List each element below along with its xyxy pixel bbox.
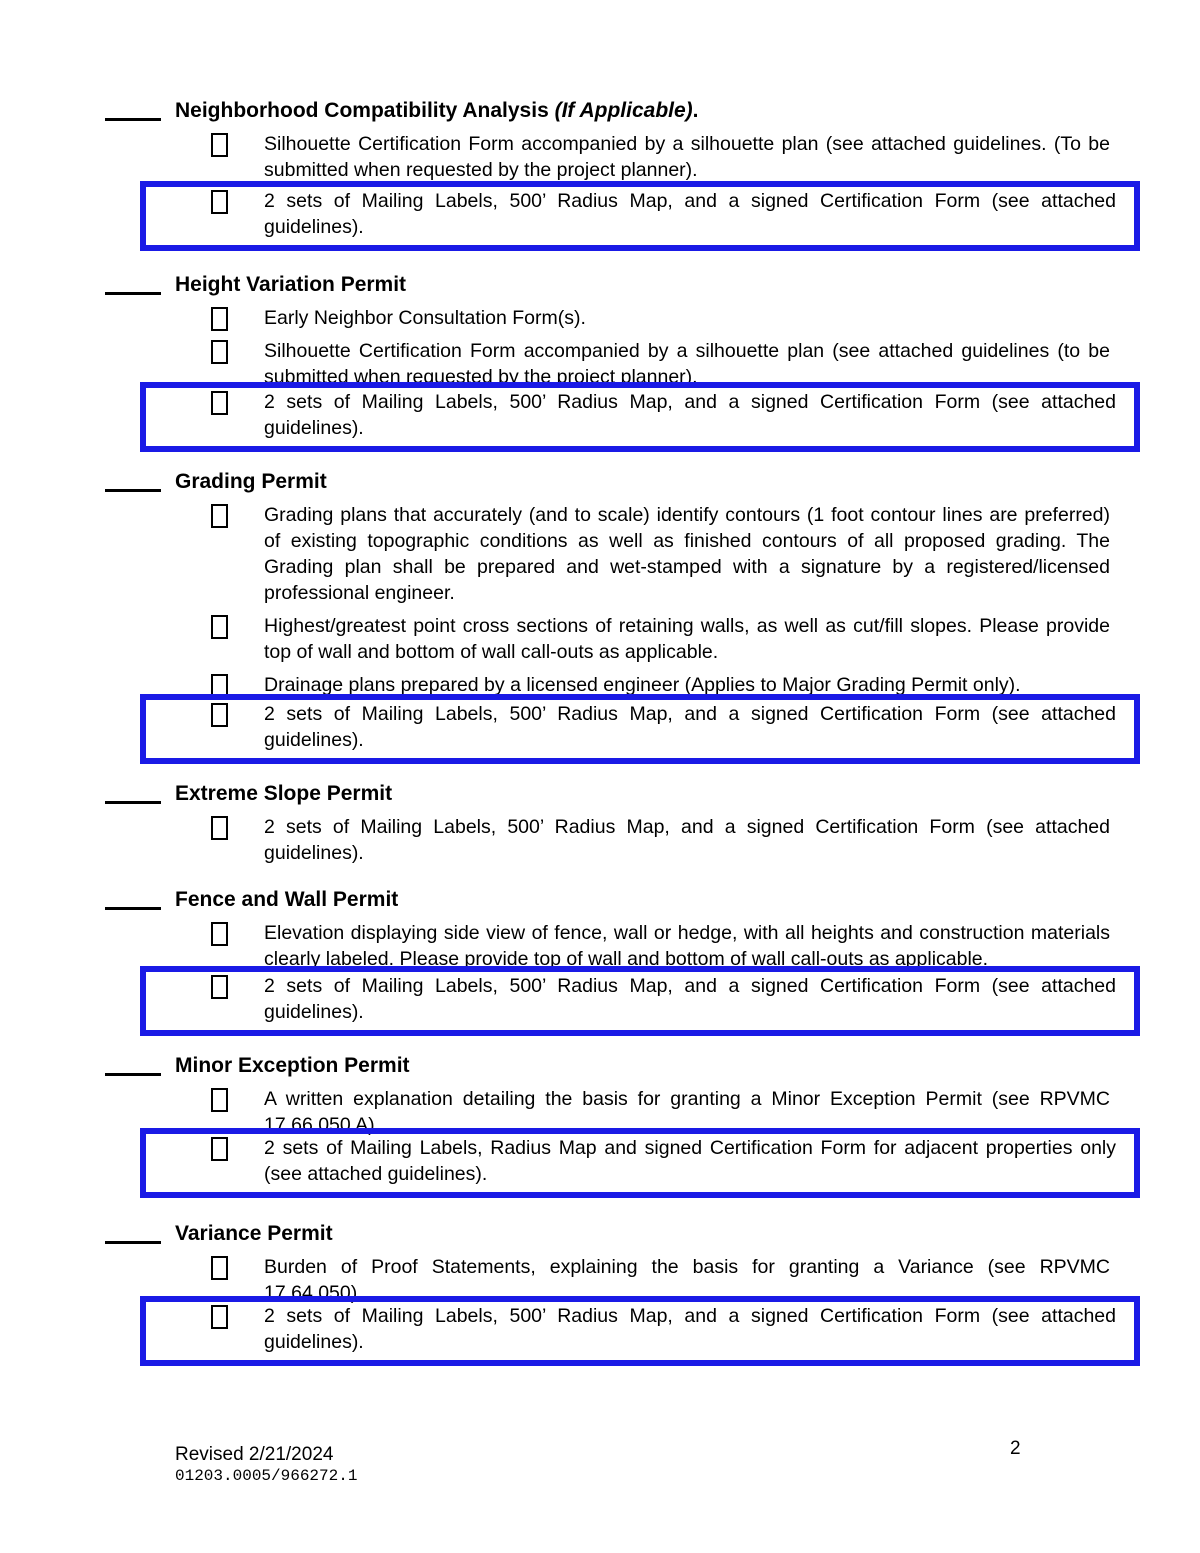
checkbox[interactable]	[211, 615, 228, 639]
checkbox[interactable]	[211, 922, 228, 946]
checklist-item-text: Highest/greatest point cross sections of retaining walls, as well as cut/fill slopes. Please provide top of wall and bottom of wall call-outs as applicable.	[264, 615, 1110, 663]
initial-blank-line[interactable]	[105, 1241, 161, 1244]
checkbox[interactable]	[211, 504, 228, 528]
section-heading-variance	[105, 1220, 1200, 1247]
section-title	[175, 468, 327, 495]
section-title-text: Minor Exception Permit	[175, 1054, 410, 1077]
section-title-italic: (If Applicable)	[554, 99, 693, 122]
section-title-text: Height Variation Permit	[175, 273, 407, 296]
checklist-item-text: Burden of Proof Statements, explaining the basis for granting a Variance (see RPVMC 17.64.050).	[264, 1256, 1110, 1304]
section-title	[175, 780, 392, 807]
checkbox[interactable]	[211, 391, 228, 415]
checkbox[interactable]	[211, 307, 228, 331]
section-title	[175, 1052, 410, 1079]
checklist-item-text: 2 sets of Mailing Labels, 500’ Radius Map, and a signed Certification Form (see attached guidelines).	[264, 975, 1116, 1023]
section-title	[175, 271, 406, 298]
section-heading-neighborhood-compatibility	[105, 97, 1200, 124]
checklist-item	[211, 1303, 1116, 1355]
highlight-box	[140, 694, 1140, 764]
checklist-item	[211, 701, 1116, 753]
initial-blank-line[interactable]	[105, 489, 161, 492]
highlight-box	[140, 1296, 1140, 1366]
section-title-text: Grading Permit	[175, 470, 327, 493]
section-heading-extreme-slope	[105, 780, 1200, 807]
checkbox[interactable]	[211, 133, 228, 157]
checkbox[interactable]	[211, 190, 228, 214]
checklist-item-text: Early Neighbor Consultation Form(s).	[264, 307, 586, 329]
checklist-item	[211, 131, 1110, 183]
checklist-item	[211, 1135, 1116, 1187]
section-heading-fence-and-wall	[105, 886, 1200, 913]
checkbox[interactable]	[211, 816, 228, 840]
initial-blank-line[interactable]	[105, 907, 161, 910]
highlight-box	[140, 181, 1140, 251]
checklist-item-text: Grading plans that accurately (and to scale) identify contours (1 foot contour lines are preferred) of existing topographic conditions as well as finished contours of all proposed grading. The Grading plan shall be prepared and wet-stamped with a signature by a registered/licensed professional engineer.	[264, 504, 1110, 604]
initial-blank-line[interactable]	[105, 1073, 161, 1076]
section-title	[175, 886, 398, 913]
checkbox[interactable]	[211, 1137, 228, 1161]
checklist-item-text: Drainage plans prepared by a licensed engineer (Applies to Major Grading Permit only).	[264, 674, 1021, 696]
checklist-item-text: 2 sets of Mailing Labels, Radius Map and signed Certification Form for adjacent properties only (see attached guidelines).	[264, 1137, 1116, 1185]
section-title-text: Fence and Wall Permit	[175, 888, 399, 911]
checkbox[interactable]	[211, 1256, 228, 1280]
checklist-item-text: Silhouette Certification Form accompanied by a silhouette plan (see attached guidelines. (To be submitted when requested by the project planner).	[264, 133, 1110, 181]
checkbox[interactable]	[211, 975, 228, 999]
highlight-box	[140, 966, 1140, 1036]
checklist-item-text: 2 sets of Mailing Labels, 500’ Radius Map, and a signed Certification Form (see attached guidelines).	[264, 190, 1116, 238]
highlight-box	[140, 1128, 1140, 1198]
page-footer	[175, 1444, 357, 1486]
checkbox[interactable]	[211, 703, 228, 727]
section-title-text: Extreme Slope Permit	[175, 782, 393, 805]
initial-blank-line[interactable]	[105, 292, 161, 295]
checklist-item	[211, 389, 1116, 441]
checklist-item	[211, 305, 1110, 331]
checklist-item	[211, 973, 1116, 1025]
checkbox[interactable]	[211, 1305, 228, 1329]
highlight-box	[140, 382, 1140, 452]
checklist-item-text: 2 sets of Mailing Labels, 500’ Radius Map, and a signed Certification Form (see attached guidelines).	[264, 1305, 1116, 1353]
section-heading-height-variation	[105, 271, 1200, 298]
section-heading-minor-exception	[105, 1052, 1200, 1079]
section-title-suffix: .	[692, 99, 699, 122]
initial-blank-line[interactable]	[105, 118, 161, 121]
checklist-item	[211, 920, 1110, 972]
checklist-item	[211, 502, 1110, 606]
section-title	[175, 1220, 333, 1247]
checklist-item-text: 2 sets of Mailing Labels, 500’ Radius Map, and a signed Certification Form (see attached guidelines).	[264, 391, 1116, 439]
footer-document-number: 01203.0005/966272.1	[175, 1467, 358, 1485]
checklist-item-text: A written explanation detailing the basis for granting a Minor Exception Permit (see RPVMC 17.66.050 A).	[264, 1088, 1110, 1136]
section-title-text: Neighborhood Compatibility Analysis	[175, 99, 555, 122]
initial-blank-line[interactable]	[105, 801, 161, 804]
checkbox[interactable]	[211, 1088, 228, 1112]
checklist-item	[211, 613, 1110, 665]
checklist-item-text: 2 sets of Mailing Labels, 500’ Radius Map, and a signed Certification Form (see attached guidelines).	[264, 816, 1110, 864]
section-heading-grading	[105, 468, 1200, 495]
footer-revised-date: Revised 2/21/2024	[175, 1444, 334, 1465]
checklist-item	[211, 188, 1116, 240]
checklist-item-text: 2 sets of Mailing Labels, 500’ Radius Map, and a signed Certification Form (see attached guidelines).	[264, 703, 1116, 751]
checkbox[interactable]	[211, 340, 228, 364]
checklist-item-text: Elevation displaying side view of fence, wall or hedge, with all heights and construction materials clearly labeled. Please provide top of wall and bottom of wall call-outs as applicable.	[264, 922, 1110, 970]
page-number: 2	[1010, 1438, 1021, 1459]
checklist-item	[211, 814, 1110, 866]
section-title	[175, 97, 699, 124]
section-title-text: Variance Permit	[175, 1222, 333, 1245]
checklist-item-text: Silhouette Certification Form accompanied by a silhouette plan (see attached guidelines (to be submitted when requested by the project planner).	[264, 340, 1110, 388]
